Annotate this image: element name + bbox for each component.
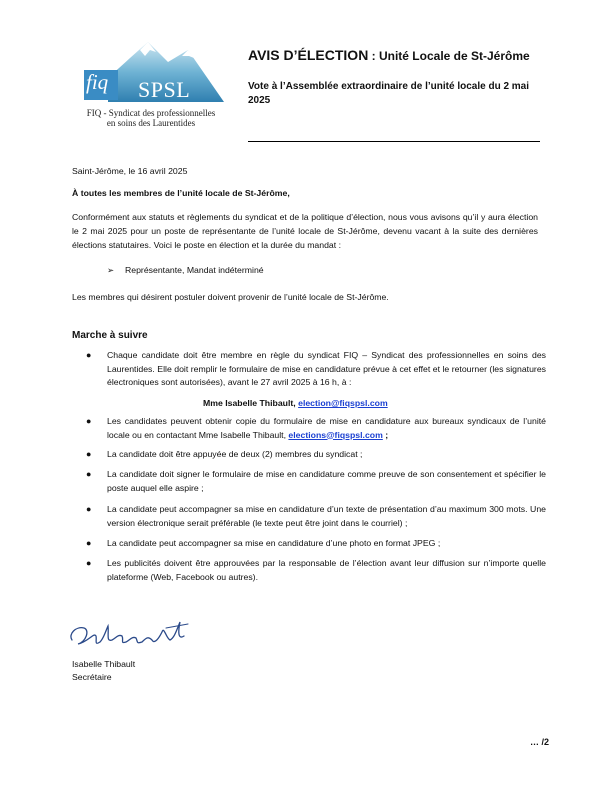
logo-caption-line2: en soins des Laurentides: [106, 118, 196, 128]
list-item-text: Chaque candidate doit être membre en règle du syndicat FIQ – Syndicat des professionnelles en soins des Laurentides. Elle doit remplir le formulaire de mise en candidature prévue à cet effet et le retourner (les signatures électroniques sont autorisées), avant le 27 avril 2025 à 16 h, à :: [107, 350, 546, 387]
list-item: [86, 557, 546, 584]
arrow-icon: ➢: [107, 265, 115, 275]
contact-name: Mme Isabelle Thibault,: [203, 398, 299, 408]
handwritten-signature: [66, 612, 201, 654]
eligibility-text: Les membres qui désirent postuler doivent provenir de l’unité locale de St-Jérôme.: [72, 292, 389, 302]
section-title: Marche à suivre: [72, 330, 148, 341]
list-item: [86, 503, 546, 530]
logo-caption: [70, 108, 232, 128]
position-item: [107, 265, 264, 276]
contact-line: [203, 398, 388, 408]
list-item: [86, 415, 546, 442]
fiq-logo-text: fiq: [86, 70, 109, 94]
notice-title-main: AVIS D’ÉLECTION: [248, 47, 369, 63]
intro-paragraph: Conformément aux statuts et règlements du syndicat et de la politique d’élection, nous vous avisons qu’il y aura élection le 2 mai 2025 pour un poste de représentante de l’unité locale de St-Jérôme, devenu vacant à la suite des dernières élections statutaires. Voici le poste en élection et la durée du mandat :: [72, 212, 538, 250]
header-divider: [248, 141, 540, 142]
list-item-text: La candidate doit signer le formulaire de mise en candidature comme preuve de son consentement et spécifier le poste auquel elle aspire ;: [107, 469, 546, 493]
list-item-text: La candidate doit être appuyée de deux (2) membres du syndicat ;: [107, 449, 363, 459]
list-item-text-main: Les candidates peuvent obtenir copie du formulaire de mise en candidature aux bureaux syndicaux de l’unité locale ou en contactant Mme Isabelle Thibault,: [107, 416, 546, 440]
bullet-icon: ●: [86, 350, 92, 360]
letter-date: Saint-Jérôme, le 16 avril 2025: [72, 166, 188, 176]
position-label: Représentante, Mandat indéterminé: [125, 265, 264, 275]
signer-name: Isabelle Thibault: [72, 659, 136, 669]
notice-title-unit: : Unité Locale de St-Jérôme: [368, 49, 530, 63]
bullet-icon: ●: [86, 558, 92, 568]
salutation: À toutes les membres de l’unité locale de St-Jérôme,: [72, 188, 290, 198]
list-item: [86, 448, 546, 462]
page-indicator: … /2: [530, 737, 550, 747]
bullet-icon: ●: [86, 469, 92, 479]
signer-title: Secrétaire: [72, 672, 112, 682]
bullet-icon: ●: [86, 538, 92, 548]
bullet-icon: ●: [86, 416, 92, 426]
vote-line: Vote à l’Assemblée extraordinaire de l’unité locale du 2 mai 2025: [248, 81, 530, 106]
contact-email-link[interactable]: election@fiqspsl.com: [298, 398, 388, 408]
list-item-text: Les publicités doivent être approuvées par la responsable de l’élection avant leur diffusion sur n’importe quelle plateforme (Web, Facebook ou autres).: [107, 558, 546, 582]
bullet-icon: ●: [86, 504, 92, 514]
list-item: [86, 468, 546, 495]
logo-caption-line1: FIQ - Syndicat des professionnelles: [86, 108, 216, 118]
spsl-logo-text: SPSL: [138, 77, 191, 102]
notice-title: [248, 47, 530, 63]
list-item-text: La candidate peut accompagner sa mise en candidature d’un texte de présentation d’au maximum 300 mots. Une version électronique serait préférable (le texte peut être joint dans le courriel) ;: [107, 504, 546, 528]
list-item: [86, 349, 546, 390]
list-item-text: La candidate peut accompagner sa mise en candidature d’une photo en format JPEG ;: [107, 538, 441, 548]
signature-block: [72, 658, 135, 684]
list-item: [86, 537, 546, 551]
elections-email-link[interactable]: elections@fiqspsl.com: [288, 429, 383, 440]
list-item-text: [107, 415, 546, 442]
bullet-icon: ●: [86, 449, 92, 459]
list-item-suffix: ;: [382, 429, 389, 440]
